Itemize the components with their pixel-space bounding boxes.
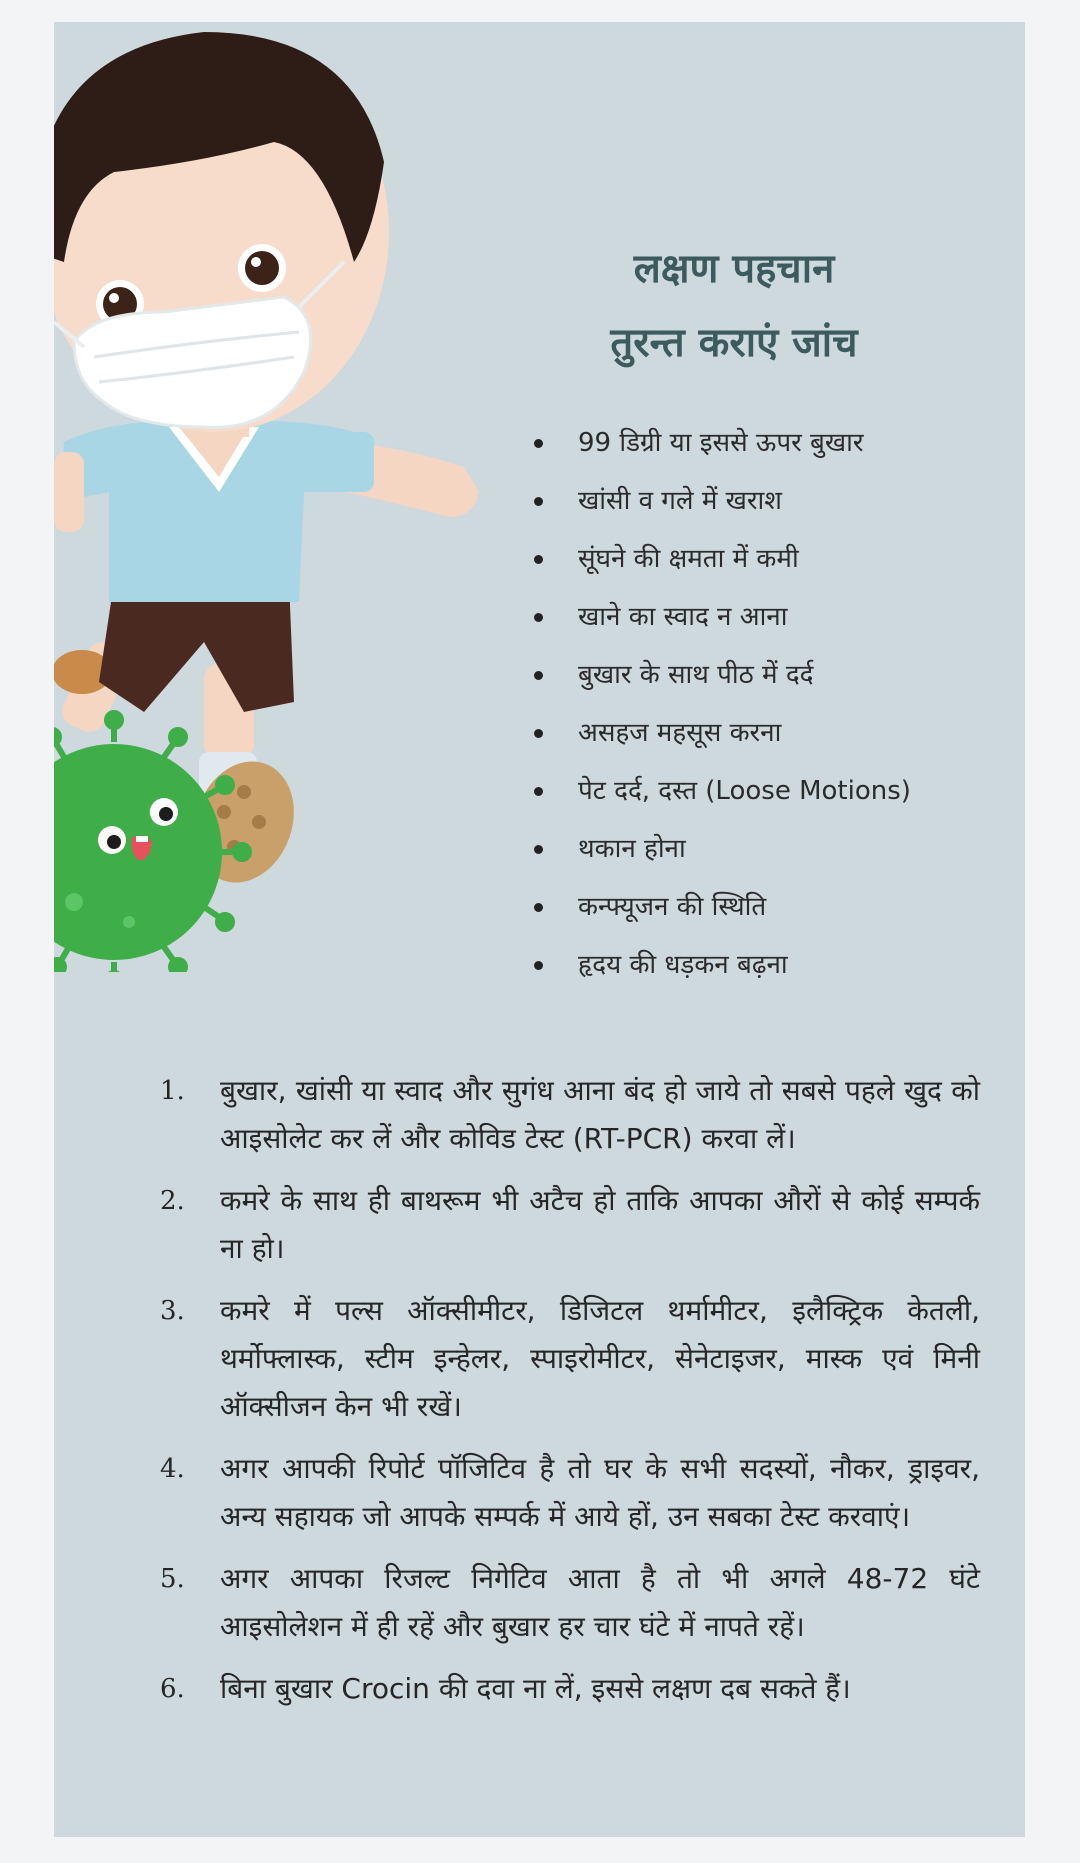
symptom-text: असहज महसूस करना bbox=[578, 718, 782, 748]
symptom-item bbox=[534, 530, 911, 588]
symptom-item bbox=[534, 762, 911, 820]
instruction-item bbox=[160, 1287, 980, 1431]
bullet-icon bbox=[534, 903, 543, 912]
symptom-text: सूंघने की क्षमता में कमी bbox=[578, 544, 799, 574]
instruction-item bbox=[160, 1445, 980, 1541]
symptom-item bbox=[534, 414, 911, 472]
boy-head bbox=[54, 32, 389, 432]
instruction-text: अगर आपका रिजल्ट निगेटिव आता है तो भी अगले 48-72 घंटे आइसोलेशन में ही रहें और बुखार हर चार घंटे में नापते रहें। bbox=[220, 1562, 980, 1643]
bullet-icon bbox=[534, 671, 543, 680]
symptoms-list bbox=[534, 414, 911, 994]
symptom-item bbox=[534, 820, 911, 878]
bullet-icon bbox=[534, 439, 543, 448]
instruction-text: बिना बुखार Crocin की दवा ना लें, इससे लक्षण दब सकते हैं। bbox=[220, 1672, 851, 1705]
symptom-item bbox=[534, 646, 911, 704]
instruction-number: 4. bbox=[160, 1454, 185, 1484]
instruction-number: 2. bbox=[160, 1186, 185, 1216]
symptom-item bbox=[534, 936, 911, 994]
symptom-text: थकान होना bbox=[578, 834, 686, 864]
symptom-text: खाने का स्वाद न आना bbox=[578, 602, 788, 632]
bullet-icon bbox=[534, 787, 543, 796]
bullet-icon bbox=[534, 845, 543, 854]
instruction-item bbox=[160, 1665, 980, 1713]
bullet-icon bbox=[534, 729, 543, 738]
instruction-text: कमरे के साथ ही बाथरूम भी अटैच हो ताकि आपका औरों से कोई सम्पर्क ना हो। bbox=[220, 1184, 980, 1265]
instruction-text: अगर आपकी रिपोर्ट पॉजिटिव है तो घर के सभी सदस्यों, नौकर, ड्राइवर, अन्य सहायक जो आपके सम्पर्क में आये हों, उन सबका टेस्ट करवाएं। bbox=[220, 1452, 980, 1533]
heading-line-2: तुरन्त कराएं जांच bbox=[610, 319, 858, 366]
bullet-icon bbox=[534, 961, 543, 970]
instruction-text: कमरे में पल्स ऑक्सीमीटर, डिजिटल थर्मामीटर, इलैक्ट्रिक केतली, थर्मोफ्लास्क, स्टीम इन्हेलर, स्पाइरोमीटर, सेनेटाइजर, मास्क एवं मिनी ऑक्सीजन केन भी रखें। bbox=[220, 1294, 980, 1423]
symptom-text: खांसी व गले में खराश bbox=[578, 486, 782, 516]
instruction-number: 1. bbox=[160, 1076, 185, 1106]
symptom-item bbox=[534, 704, 911, 762]
instruction-text: बुखार, खांसी या स्वाद और सुगंध आना बंद हो जाये तो सबसे पहले खुद को आइसोलेट कर लें और कोविड टेस्ट (RT-PCR) करवा लें। bbox=[220, 1074, 980, 1155]
instruction-number: 3. bbox=[160, 1296, 185, 1326]
boy-with-mask-illustration bbox=[54, 22, 494, 972]
instruction-number: 5. bbox=[160, 1564, 185, 1594]
heading-line-1: लक्षण पहचान bbox=[633, 245, 835, 292]
bullet-icon bbox=[534, 497, 543, 506]
instruction-item bbox=[160, 1177, 980, 1273]
instruction-item bbox=[160, 1555, 980, 1651]
poster-heading bbox=[534, 232, 934, 380]
symptom-text: हृदय की धड़कन बढ़ना bbox=[578, 950, 788, 980]
symptom-text: 99 डिग्री या इससे ऊपर बुखार bbox=[578, 428, 864, 458]
bullet-icon bbox=[534, 613, 543, 622]
instructions-list bbox=[160, 1067, 980, 1727]
symptom-text: पेट दर्द, दस्त (Loose Motions) bbox=[578, 776, 911, 806]
poster bbox=[54, 22, 1025, 1837]
symptom-text: कन्फ्यूजन की स्थिति bbox=[578, 892, 767, 922]
symptom-item bbox=[534, 878, 911, 936]
instruction-number: 6. bbox=[160, 1674, 185, 1704]
bullet-icon bbox=[534, 555, 543, 564]
instruction-item bbox=[160, 1067, 980, 1163]
symptom-item bbox=[534, 588, 911, 646]
symptom-text: बुखार के साथ पीठ में दर्द bbox=[578, 660, 814, 690]
symptom-item bbox=[534, 472, 911, 530]
